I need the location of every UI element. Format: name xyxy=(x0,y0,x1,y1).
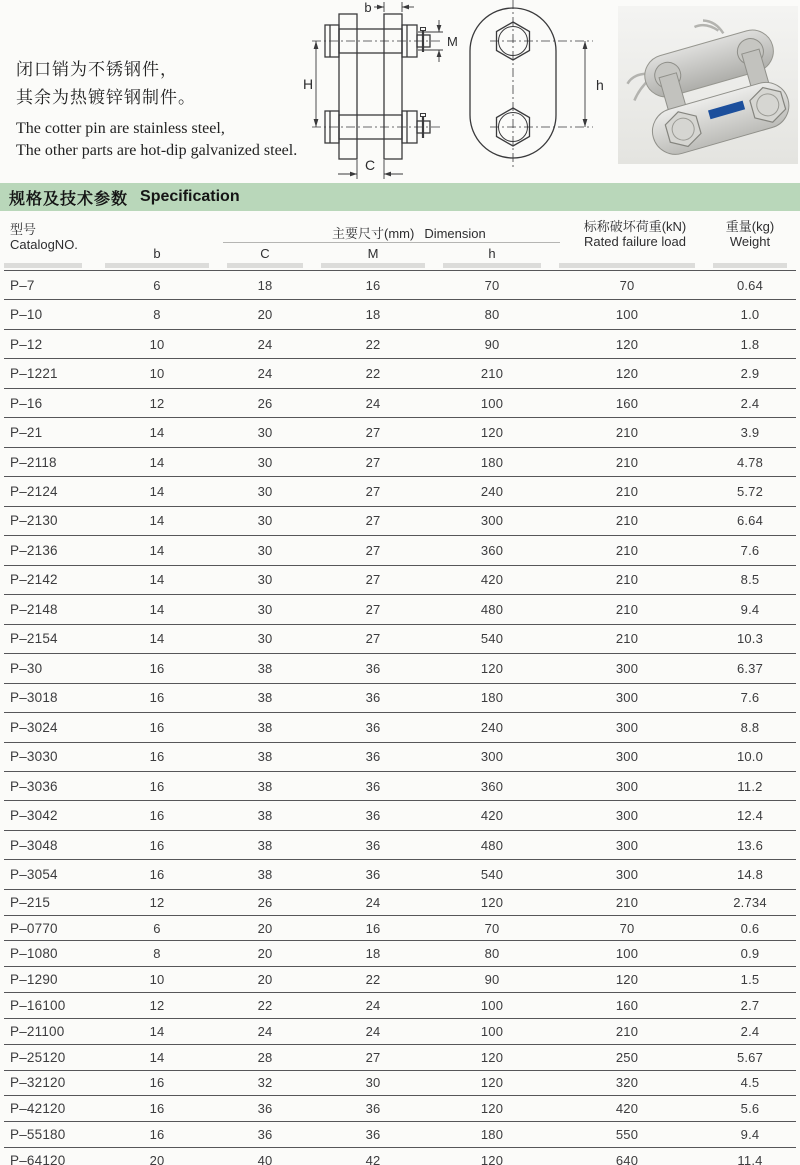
catalog-cell: P–0770 xyxy=(10,920,58,936)
dim-b-cell: 16 xyxy=(149,778,165,794)
dim-b-cell: 14 xyxy=(149,601,165,617)
dim-h-cell: 120 xyxy=(480,1152,504,1165)
dim-c-cell: 20 xyxy=(257,946,273,962)
table-row xyxy=(4,940,796,966)
header-col-h: h xyxy=(488,246,496,261)
catalog-cell: P–215 xyxy=(10,894,51,910)
dim-label-H: H xyxy=(302,76,314,92)
dim-m-cell: 27 xyxy=(365,1049,381,1065)
weight-cell: 5.6 xyxy=(740,1101,760,1117)
dim-b-cell: 16 xyxy=(149,808,165,824)
weight-cell: 1.5 xyxy=(740,972,760,988)
dim-label-b: b xyxy=(364,0,372,15)
note-en-line2: The other parts are hot-dip galvanized steel. xyxy=(16,142,298,159)
dim-b-cell: 16 xyxy=(149,1075,165,1091)
table-row xyxy=(4,889,796,915)
dim-c-cell: 22 xyxy=(257,998,273,1013)
dim-m-cell: 27 xyxy=(365,631,381,647)
dim-label-C: C xyxy=(364,157,376,173)
table-row xyxy=(4,966,796,992)
table-row xyxy=(4,653,796,682)
dim-label-M: M xyxy=(447,34,458,49)
catalog-cell: P–3036 xyxy=(10,778,58,794)
table-row xyxy=(4,800,796,829)
dim-m-cell: 24 xyxy=(365,395,381,411)
dim-h-cell: 360 xyxy=(480,542,504,558)
weight-cell: 13.6 xyxy=(736,837,764,853)
dim-b-cell: 12 xyxy=(149,395,165,411)
dim-b-cell: 16 xyxy=(149,749,165,765)
dim-b-cell: 14 xyxy=(149,425,165,441)
weight-cell: 9.4 xyxy=(740,1127,760,1143)
dim-m-cell: 36 xyxy=(365,660,381,676)
table-row xyxy=(4,565,796,594)
table-row xyxy=(4,1121,796,1147)
dim-h-cell: 480 xyxy=(480,601,504,617)
dim-b-cell: 14 xyxy=(149,542,165,558)
header-catalog-en: CatalogNO. xyxy=(10,237,78,252)
load-cell: 210 xyxy=(615,513,639,529)
catalog-cell: P–1080 xyxy=(10,946,58,962)
dim-b-cell: 6 xyxy=(153,920,161,936)
dim-c-cell: 38 xyxy=(257,778,273,794)
header-col-b: b xyxy=(153,246,161,261)
dim-m-cell: 22 xyxy=(365,336,381,352)
dim-c-cell: 40 xyxy=(257,1152,273,1165)
dim-c-cell: 30 xyxy=(257,542,273,558)
dim-m-cell: 16 xyxy=(365,277,381,293)
dim-h-cell: 120 xyxy=(480,1075,504,1091)
table-row xyxy=(4,594,796,623)
header-rated-load xyxy=(544,219,726,249)
load-cell: 210 xyxy=(615,1023,639,1039)
product-photo xyxy=(618,6,798,164)
weight-cell: 3.9 xyxy=(740,425,760,441)
catalog-cell: P–2154 xyxy=(10,631,58,647)
note-en-line1: The cotter pin are stainless steel, xyxy=(16,120,225,137)
weight-cell: 1.0 xyxy=(740,307,760,323)
load-cell: 120 xyxy=(615,972,639,988)
dim-m-cell: 24 xyxy=(365,1023,381,1039)
dim-h-cell: 240 xyxy=(480,719,504,735)
weight-cell: 4.78 xyxy=(736,454,764,470)
dim-h-cell: 80 xyxy=(484,946,500,962)
dim-c-cell: 38 xyxy=(257,867,273,883)
catalog-cell: P–21 xyxy=(10,425,43,441)
dim-c-cell: 38 xyxy=(257,837,273,853)
weight-cell: 8.8 xyxy=(740,719,760,735)
dimension-group-underline xyxy=(223,242,560,243)
dim-h-cell: 120 xyxy=(480,1049,504,1065)
dim-b-cell: 8 xyxy=(153,946,161,962)
dim-h-cell: 120 xyxy=(480,894,504,910)
dim-b-cell: 10 xyxy=(149,366,165,382)
dim-m-cell: 36 xyxy=(365,778,381,794)
dim-c-cell: 24 xyxy=(257,366,273,382)
load-cell: 320 xyxy=(615,1075,639,1091)
weight-cell: 11.2 xyxy=(737,778,763,794)
dim-h-cell: 240 xyxy=(480,484,504,500)
dim-c-cell: 26 xyxy=(257,395,273,411)
catalog-cell: P–2124 xyxy=(10,484,58,500)
weight-cell: 7.6 xyxy=(740,690,760,706)
table-row xyxy=(4,771,796,800)
catalog-cell: P–1290 xyxy=(10,972,58,988)
dim-m-cell: 22 xyxy=(365,366,381,382)
dim-c-cell: 38 xyxy=(257,660,273,676)
load-cell: 210 xyxy=(615,484,639,500)
dim-m-cell: 36 xyxy=(365,808,381,824)
dim-b-cell: 16 xyxy=(149,690,165,706)
table-row xyxy=(4,624,796,653)
dim-h-cell: 100 xyxy=(480,998,504,1013)
load-cell: 100 xyxy=(615,307,639,323)
catalog-cell: P–2148 xyxy=(10,601,58,617)
dim-c-cell: 30 xyxy=(257,425,273,441)
dim-m-cell: 27 xyxy=(365,542,381,558)
weight-cell: 10.3 xyxy=(736,631,764,647)
table-row xyxy=(4,299,796,328)
dim-h-cell: 120 xyxy=(480,425,504,441)
dim-c-cell: 20 xyxy=(257,972,273,988)
weight-cell: 7.6 xyxy=(740,542,760,558)
note-zh-line2: 其余为热镀锌钢制件。 xyxy=(16,88,196,107)
load-cell: 120 xyxy=(615,336,639,352)
dim-h-cell: 480 xyxy=(480,837,504,853)
load-cell: 550 xyxy=(615,1127,639,1143)
catalog-cell: P–30 xyxy=(10,660,43,676)
load-cell: 250 xyxy=(615,1049,639,1065)
header-load-zh: 标称破坏荷重(kN) xyxy=(583,219,687,234)
table-row xyxy=(4,447,796,476)
dim-c-cell: 38 xyxy=(257,749,273,765)
header-dimension-group xyxy=(332,223,486,242)
dim-c-cell: 38 xyxy=(257,808,273,824)
weight-cell: 8.5 xyxy=(740,572,760,588)
weight-cell: 1.8 xyxy=(740,336,760,352)
dim-h-cell: 180 xyxy=(480,1127,504,1143)
dim-m-cell: 36 xyxy=(365,1101,381,1117)
dim-h-cell: 100 xyxy=(480,395,504,411)
weight-cell: 2.7 xyxy=(740,998,760,1013)
dim-h-cell: 90 xyxy=(484,336,500,352)
header-underline-bars xyxy=(4,263,796,268)
dim-b-cell: 16 xyxy=(149,719,165,735)
spec-table-header xyxy=(4,213,796,270)
table-row xyxy=(4,742,796,771)
dim-m-cell: 27 xyxy=(365,513,381,529)
weight-cell: 2.4 xyxy=(740,1023,760,1039)
material-notes xyxy=(16,56,316,162)
catalog-cell: P–55180 xyxy=(10,1127,66,1143)
catalog-cell: P–21100 xyxy=(10,1023,65,1039)
dim-c-cell: 30 xyxy=(257,572,273,588)
technical-drawing xyxy=(300,0,630,185)
header-load-en: Rated failure load xyxy=(584,234,686,249)
dim-b-cell: 16 xyxy=(149,1101,165,1117)
dim-c-cell: 38 xyxy=(257,690,273,706)
load-cell: 70 xyxy=(619,277,635,293)
weight-cell: 2.9 xyxy=(740,366,760,382)
weight-cell: 6.37 xyxy=(736,660,764,676)
dim-c-cell: 18 xyxy=(257,277,273,293)
weight-cell: 5.72 xyxy=(736,484,764,500)
load-cell: 210 xyxy=(615,894,639,910)
dim-b-cell: 14 xyxy=(149,631,165,647)
load-cell: 640 xyxy=(615,1152,639,1165)
table-row xyxy=(4,506,796,535)
dim-b-cell: 10 xyxy=(149,972,165,988)
header-weight-en: Weight xyxy=(729,234,771,249)
weight-cell: 4.5 xyxy=(740,1075,760,1091)
dim-m-cell: 24 xyxy=(365,894,381,910)
dim-b-cell: 14 xyxy=(149,572,165,588)
catalog-cell: P–3048 xyxy=(10,837,58,853)
dim-b-cell: 12 xyxy=(149,894,165,910)
weight-cell: 10.0 xyxy=(736,749,764,765)
table-row xyxy=(4,388,796,417)
header-dims-zh: 主要尺寸(mm) xyxy=(332,226,415,241)
dim-m-cell: 27 xyxy=(365,454,381,470)
dim-m-cell: 42 xyxy=(365,1152,381,1165)
dim-h-cell: 360 xyxy=(480,778,504,794)
dim-h-cell: 210 xyxy=(480,366,504,382)
dim-m-cell: 18 xyxy=(365,946,381,962)
table-row xyxy=(4,1018,796,1044)
dim-m-cell: 36 xyxy=(365,867,381,883)
side-view-plates xyxy=(339,14,402,159)
dim-h-cell: 120 xyxy=(480,660,504,676)
table-row xyxy=(4,417,796,446)
dim-h-cell: 420 xyxy=(480,808,504,824)
dim-b-cell: 14 xyxy=(149,1023,165,1039)
dim-h-cell: 100 xyxy=(480,1023,504,1039)
dim-m-cell: 36 xyxy=(365,719,381,735)
dim-b-cell: 20 xyxy=(149,1152,165,1165)
dim-b-cell: 16 xyxy=(149,837,165,853)
dim-h-cell: 90 xyxy=(484,972,500,988)
load-cell: 300 xyxy=(615,690,639,706)
load-cell: 210 xyxy=(615,425,639,441)
dim-b-cell: 14 xyxy=(149,513,165,529)
weight-cell: 11.4 xyxy=(737,1152,763,1165)
table-row xyxy=(4,992,796,1018)
catalog-cell: P–2136 xyxy=(10,542,58,558)
dim-h-cell: 80 xyxy=(484,307,500,323)
catalog-cell: P–7 xyxy=(10,277,35,293)
dim-m-cell: 36 xyxy=(365,837,381,853)
catalog-cell: P–42120 xyxy=(10,1101,66,1117)
dim-h-cell: 180 xyxy=(480,454,504,470)
dim-c-cell: 30 xyxy=(257,454,273,470)
dim-b-cell: 12 xyxy=(149,998,165,1013)
weight-cell: 2.734 xyxy=(733,894,767,910)
dim-b-cell: 14 xyxy=(149,454,165,470)
dim-c-cell: 28 xyxy=(257,1049,273,1065)
table-row xyxy=(4,535,796,564)
catalog-cell: P–25120 xyxy=(10,1049,66,1065)
dim-b-cell: 8 xyxy=(153,307,161,323)
spec-table-body xyxy=(4,270,796,1165)
dim-c-cell: 36 xyxy=(257,1127,273,1143)
load-cell: 210 xyxy=(615,542,639,558)
section-bar xyxy=(0,183,800,211)
table-row xyxy=(4,683,796,712)
dim-b-cell: 6 xyxy=(153,277,161,293)
catalog-cell: P–3042 xyxy=(10,808,58,824)
technical-drawing-svg xyxy=(300,0,630,185)
load-cell: 300 xyxy=(615,660,639,676)
dim-c-cell: 24 xyxy=(257,1023,273,1039)
load-cell: 210 xyxy=(615,601,639,617)
header-weight xyxy=(704,219,796,249)
table-row xyxy=(4,476,796,505)
catalog-cell: P–1221 xyxy=(10,366,58,382)
dim-h-cell: 70 xyxy=(484,277,500,293)
dim-c-cell: 32 xyxy=(257,1075,273,1091)
load-cell: 100 xyxy=(615,946,639,962)
dim-c-cell: 30 xyxy=(257,631,273,647)
weight-cell: 14.8 xyxy=(736,867,764,883)
dim-b-cell: 14 xyxy=(149,1049,165,1065)
catalog-cell: P–16 xyxy=(10,395,43,411)
table-row xyxy=(4,1044,796,1070)
dim-m-cell: 30 xyxy=(365,1075,381,1091)
catalog-cell: P–16100 xyxy=(10,998,66,1013)
load-cell: 300 xyxy=(615,749,639,765)
load-cell: 210 xyxy=(615,572,639,588)
weight-cell: 9.4 xyxy=(740,601,760,617)
section-title-zh: 规格及技术参数 xyxy=(9,190,129,208)
catalog-cell: P–2130 xyxy=(10,513,58,529)
dim-h-cell: 300 xyxy=(480,513,504,529)
dim-h-cell: 300 xyxy=(480,749,504,765)
load-cell: 210 xyxy=(615,454,639,470)
dim-m-cell: 36 xyxy=(365,749,381,765)
weight-cell: 0.9 xyxy=(740,946,760,962)
table-row xyxy=(4,270,796,299)
dim-c-cell: 30 xyxy=(257,513,273,529)
table-row xyxy=(4,358,796,387)
load-cell: 160 xyxy=(615,395,639,411)
note-zh-line1: 闭口销为不锈钢件， xyxy=(16,60,178,79)
header-col-M: M xyxy=(367,246,379,261)
section-title-en: Specification xyxy=(140,188,240,205)
load-cell: 300 xyxy=(615,778,639,794)
load-cell: 420 xyxy=(615,1101,639,1117)
dim-h-cell: 540 xyxy=(480,631,504,647)
dim-m-cell: 27 xyxy=(365,484,381,500)
catalog-cell: P–32120 xyxy=(10,1075,66,1091)
header-dims-en: Dimension xyxy=(424,226,486,241)
product-photo-svg xyxy=(618,6,798,164)
dim-b-cell: 14 xyxy=(149,484,165,500)
load-cell: 300 xyxy=(615,808,639,824)
dim-b-cell: 16 xyxy=(149,1127,165,1143)
table-row xyxy=(4,329,796,358)
dim-b-cell: 10 xyxy=(149,336,165,352)
header-weight-zh: 重量(kg) xyxy=(725,219,775,234)
catalog-cell: P–12 xyxy=(10,336,43,352)
catalog-cell: P–3054 xyxy=(10,867,58,883)
dim-c-cell: 20 xyxy=(257,920,273,936)
catalog-cell: P–2118 xyxy=(10,454,57,470)
dim-h-cell: 180 xyxy=(480,690,504,706)
table-row xyxy=(4,830,796,859)
table-row xyxy=(4,1147,796,1165)
weight-cell: 6.64 xyxy=(736,513,764,529)
dim-b-cell: 16 xyxy=(149,660,165,676)
dim-c-cell: 20 xyxy=(257,307,273,323)
dim-h-cell: 420 xyxy=(480,572,504,588)
load-cell: 300 xyxy=(615,837,639,853)
weight-cell: 12.4 xyxy=(736,808,764,824)
load-cell: 300 xyxy=(615,867,639,883)
catalog-cell: P–10 xyxy=(10,307,43,323)
weight-cell: 5.67 xyxy=(736,1049,764,1065)
dim-h-cell: 70 xyxy=(484,920,500,936)
dimension-column-labels xyxy=(4,246,796,262)
dim-c-cell: 30 xyxy=(257,484,273,500)
catalog-cell: P–3024 xyxy=(10,719,58,735)
catalog-cell: P–3030 xyxy=(10,749,58,765)
dim-c-cell: 24 xyxy=(257,336,273,352)
dim-c-cell: 26 xyxy=(257,894,273,910)
load-cell: 120 xyxy=(615,366,639,382)
weight-cell: 2.4 xyxy=(740,395,760,411)
catalog-cell: P–3018 xyxy=(10,690,58,706)
dim-m-cell: 24 xyxy=(365,998,381,1013)
dim-c-cell: 36 xyxy=(257,1101,273,1117)
load-cell: 300 xyxy=(615,719,639,735)
table-row xyxy=(4,1070,796,1096)
table-row xyxy=(4,712,796,741)
load-cell: 70 xyxy=(619,920,635,936)
load-cell: 160 xyxy=(615,998,639,1013)
weight-cell: 0.64 xyxy=(736,277,764,293)
header-col-C: C xyxy=(260,246,270,261)
dim-m-cell: 36 xyxy=(365,690,381,706)
weight-cell: 0.6 xyxy=(740,920,760,936)
dim-m-cell: 16 xyxy=(365,920,381,936)
catalog-cell: P–64120 xyxy=(10,1152,66,1165)
load-cell: 210 xyxy=(615,631,639,647)
dim-h-cell: 120 xyxy=(480,1101,504,1117)
dim-h-cell: 540 xyxy=(480,867,504,883)
table-row xyxy=(4,915,796,941)
dim-m-cell: 27 xyxy=(365,572,381,588)
dim-label-h: h xyxy=(596,77,604,93)
dim-m-cell: 27 xyxy=(365,425,381,441)
dim-b-cell: 16 xyxy=(149,867,165,883)
table-row xyxy=(4,859,796,888)
table-row xyxy=(4,1095,796,1121)
dim-c-cell: 30 xyxy=(257,601,273,617)
dim-m-cell: 36 xyxy=(365,1127,381,1143)
dim-m-cell: 27 xyxy=(365,601,381,617)
dim-m-cell: 22 xyxy=(365,972,381,988)
dim-c-cell: 38 xyxy=(257,719,273,735)
dim-m-cell: 18 xyxy=(365,307,381,323)
header-catalog-zh: 型号 xyxy=(10,222,37,237)
catalog-cell: P–2142 xyxy=(10,572,58,588)
